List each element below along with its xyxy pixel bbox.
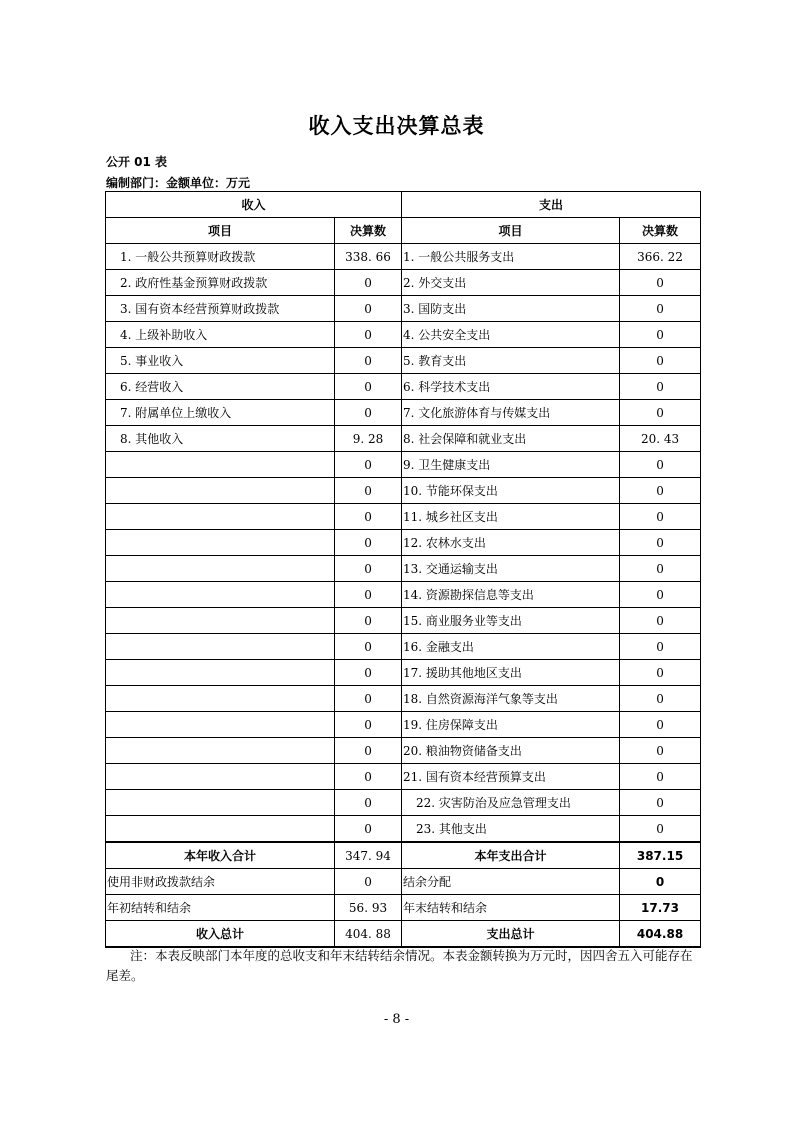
table-row [106, 738, 701, 764]
expense-amount-cell: 366. 22 [620, 244, 701, 270]
income-amount-cell: 0 [335, 816, 402, 843]
table-row [106, 764, 701, 790]
table-row [106, 296, 701, 322]
income-item-cell [106, 738, 335, 764]
table-column-header [106, 218, 701, 244]
income-item-cell [106, 634, 335, 660]
year-expense-total-value: 387.15 [620, 842, 701, 869]
income-item-cell [106, 816, 335, 843]
expense-grand-total-value: 404.88 [620, 921, 701, 948]
income-amount-header: 决算数 [335, 218, 402, 244]
footnote: 注：本表反映部门本年度的总收支和年末结转结余情况。本表金额转换为万元时，因四舍五入可能存在尾差。 [106, 948, 693, 983]
table-row [106, 582, 701, 608]
expense-amount-cell: 0 [620, 452, 701, 478]
expense-amount-cell: 0 [620, 556, 701, 582]
expense-item-cell: 5. 教育支出 [402, 348, 620, 374]
table-row [106, 660, 701, 686]
expense-amount-header: 决算数 [620, 218, 701, 244]
income-amount-cell: 0 [335, 530, 402, 556]
expense-item-cell: 10. 节能环保支出 [402, 478, 620, 504]
expense-amount-cell: 0 [620, 816, 701, 843]
table-section-header [106, 192, 701, 218]
year-total-row [106, 842, 701, 869]
income-item-cell [106, 764, 335, 790]
table-row [106, 270, 701, 296]
expense-item-cell: 4. 公共安全支出 [402, 322, 620, 348]
expense-item-cell: 11. 城乡社区支出 [402, 504, 620, 530]
expense-item-cell: 3. 国防支出 [402, 296, 620, 322]
income-amount-cell: 0 [335, 270, 402, 296]
table-row [106, 816, 701, 843]
table-row [106, 556, 701, 582]
income-item-cell [106, 556, 335, 582]
expense-amount-cell: 0 [620, 712, 701, 738]
table-row [106, 504, 701, 530]
income-item-cell [106, 608, 335, 634]
expense-amount-cell: 0 [620, 504, 701, 530]
income-amount-cell: 0 [335, 764, 402, 790]
table-row [106, 452, 701, 478]
income-item-header: 项目 [106, 218, 335, 244]
income-amount-cell: 0 [335, 374, 402, 400]
expense-amount-cell: 0 [620, 686, 701, 712]
expense-amount-cell: 0 [620, 764, 701, 790]
table-row [106, 322, 701, 348]
expense-item-cell: 2. 外交支出 [402, 270, 620, 296]
table-row [106, 608, 701, 634]
grand-total-row [106, 921, 701, 948]
expense-item-cell: 13. 交通运输支出 [402, 556, 620, 582]
table-row [106, 426, 701, 452]
expense-item-cell: 12. 农林水支出 [402, 530, 620, 556]
table-row [106, 374, 701, 400]
expense-amount-cell: 0 [620, 634, 701, 660]
table-row [106, 790, 701, 816]
expense-amount-cell: 0 [620, 660, 701, 686]
expense-item-cell: 7. 文化旅游体育与传媒支出 [402, 400, 620, 426]
table-row [106, 400, 701, 426]
expense-item-cell: 6. 科学技术支出 [402, 374, 620, 400]
income-item-cell [106, 478, 335, 504]
expense-item-cell: 23. 其他支出 [402, 816, 620, 843]
income-amount-cell: 0 [335, 660, 402, 686]
income-amount-cell: 0 [335, 452, 402, 478]
expense-item-cell: 1. 一般公共服务支出 [402, 244, 620, 270]
income-grand-total-label: 收入总计 [106, 921, 335, 948]
income-amount-cell: 0 [335, 296, 402, 322]
expense-item-header: 项目 [402, 218, 620, 244]
expense-item-cell: 17. 援助其他地区支出 [402, 660, 620, 686]
expense-amount-cell: 0 [620, 296, 701, 322]
year-income-total-label: 本年收入合计 [106, 842, 335, 869]
expense-item-cell: 22. 灾害防治及应急管理支出 [402, 790, 620, 816]
expense-amount-cell: 20. 43 [620, 426, 701, 452]
income-amount-cell: 0 [335, 582, 402, 608]
table-row [106, 478, 701, 504]
income-item-cell [106, 530, 335, 556]
expense-amount-cell: 0 [620, 322, 701, 348]
expense-grand-total-label: 支出总计 [402, 921, 620, 948]
expense-amount-cell: 0 [620, 270, 701, 296]
table-row [106, 712, 701, 738]
income-item-cell: 6. 经营收入 [106, 374, 335, 400]
page-number: - 8 - [383, 1012, 410, 1027]
income-amount-cell: 9. 28 [335, 426, 402, 452]
expense-amount-cell: 0 [620, 790, 701, 816]
income-section-header: 收入 [106, 192, 402, 218]
year-income-total-value: 347. 94 [335, 842, 402, 869]
income-item-cell: 8. 其他收入 [106, 426, 335, 452]
income-amount-cell: 0 [335, 738, 402, 764]
table-row [106, 634, 701, 660]
expense-amount-cell: 0 [620, 400, 701, 426]
carryover-row [106, 895, 701, 921]
end-carryover-label: 年末结转和结余 [402, 895, 620, 921]
expense-amount-cell: 0 [620, 348, 701, 374]
expense-item-cell: 21. 国有资本经营预算支出 [402, 764, 620, 790]
income-item-cell: 4. 上级补助收入 [106, 322, 335, 348]
expense-item-cell: 19. 住房保障支出 [402, 712, 620, 738]
income-amount-cell: 0 [335, 322, 402, 348]
income-amount-cell: 0 [335, 634, 402, 660]
table-row [106, 348, 701, 374]
income-item-cell [106, 504, 335, 530]
income-amount-cell: 0 [335, 556, 402, 582]
expense-item-cell: 16. 金融支出 [402, 634, 620, 660]
page-title: 收入支出决算总表 [308, 114, 485, 138]
surplus-allocation-value: 0 [620, 869, 701, 895]
income-amount-cell: 338. 66 [335, 244, 402, 270]
nonfiscal-value: 0 [335, 869, 402, 895]
income-amount-cell: 0 [335, 790, 402, 816]
income-amount-cell: 0 [335, 478, 402, 504]
expense-section-header: 支出 [402, 192, 701, 218]
income-amount-cell: 0 [335, 348, 402, 374]
begin-carryover-value: 56. 93 [335, 895, 402, 921]
expense-amount-cell: 0 [620, 478, 701, 504]
department-unit-line: 编制部门：金额单位：万元 [106, 176, 251, 190]
expense-amount-cell: 0 [620, 582, 701, 608]
year-expense-total-label: 本年支出合计 [402, 842, 620, 869]
form-number: 公开 01 表 [106, 155, 168, 169]
expense-item-cell: 15. 商业服务业等支出 [402, 608, 620, 634]
income-item-cell [106, 582, 335, 608]
expense-amount-cell: 0 [620, 738, 701, 764]
expense-amount-cell: 0 [620, 530, 701, 556]
income-amount-cell: 0 [335, 608, 402, 634]
expense-amount-cell: 0 [620, 608, 701, 634]
nonfiscal-label: 使用非财政拨款结余 [106, 869, 335, 895]
expense-item-cell: 8. 社会保障和就业支出 [402, 426, 620, 452]
income-amount-cell: 0 [335, 504, 402, 530]
income-item-cell: 7. 附属单位上缴收入 [106, 400, 335, 426]
table-row [106, 530, 701, 556]
expense-item-cell: 18. 自然资源海洋气象等支出 [402, 686, 620, 712]
income-item-cell: 5. 事业收入 [106, 348, 335, 374]
nonfiscal-row [106, 869, 701, 895]
income-expense-table [105, 191, 701, 948]
income-grand-total-value: 404. 88 [335, 921, 402, 948]
expense-item-cell: 20. 粮油物资储备支出 [402, 738, 620, 764]
begin-carryover-label: 年初结转和结余 [106, 895, 335, 921]
expense-item-cell: 9. 卫生健康支出 [402, 452, 620, 478]
income-item-cell: 3. 国有资本经营预算财政拨款 [106, 296, 335, 322]
income-amount-cell: 0 [335, 400, 402, 426]
table-row [106, 686, 701, 712]
end-carryover-value: 17.73 [620, 895, 701, 921]
table-row [106, 244, 701, 270]
income-amount-cell: 0 [335, 686, 402, 712]
income-item-cell [106, 686, 335, 712]
income-item-cell [106, 660, 335, 686]
income-item-cell [106, 712, 335, 738]
surplus-allocation-label: 结余分配 [402, 869, 620, 895]
expense-item-cell: 14. 资源勘探信息等支出 [402, 582, 620, 608]
income-item-cell: 2. 政府性基金预算财政拨款 [106, 270, 335, 296]
income-amount-cell: 0 [335, 712, 402, 738]
expense-amount-cell: 0 [620, 374, 701, 400]
income-item-cell: 1. 一般公共预算财政拨款 [106, 244, 335, 270]
income-item-cell [106, 790, 335, 816]
income-item-cell [106, 452, 335, 478]
